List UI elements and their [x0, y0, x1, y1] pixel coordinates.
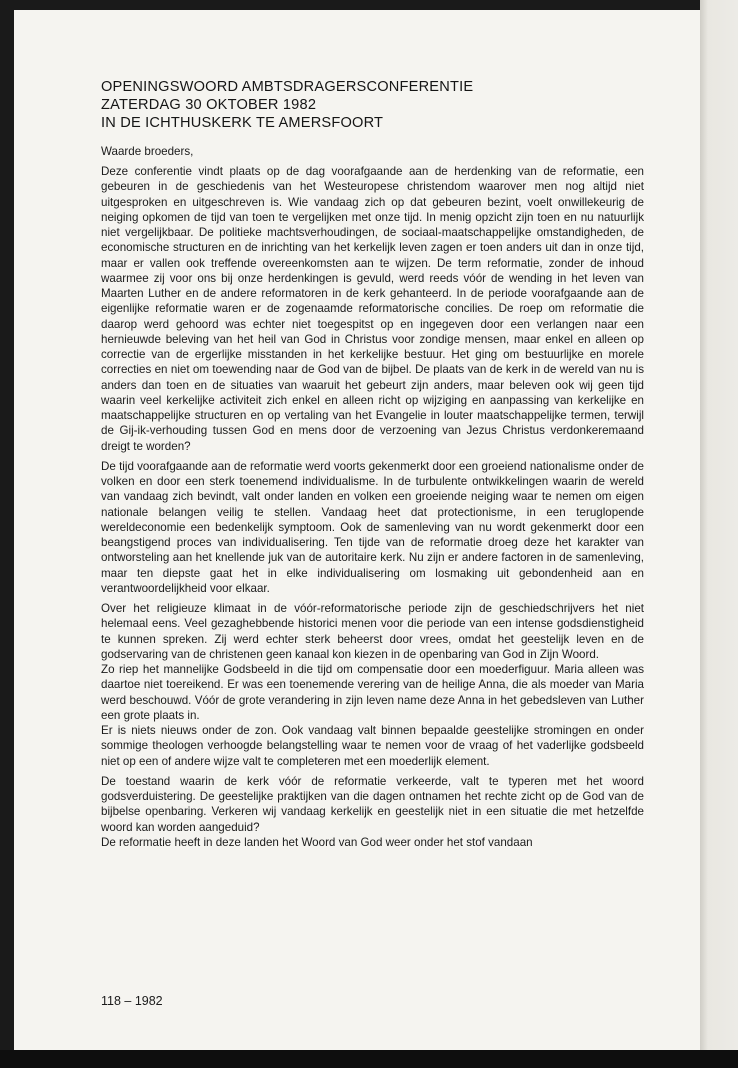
- page-number: 118 – 1982: [101, 994, 163, 1008]
- title-line: OPENINGSWOORD AMBTSDRAGERSCONFERENTIE: [101, 79, 474, 95]
- paragraph: Zo riep het mannelijke Godsbeeld in die tijd om compensatie door een moederfiguur. Maria alleen was daartoe niet toereikend. Er was een toenemende verering van de heilige Anna, die als moeder van Maria werd beschouwd. Vóór de grote verandering in zijn leven name deze Anna in het gebedsleven van Luther een grote plaats in.: [101, 663, 644, 722]
- title-line: ZATERDAG 30 OKTOBER 1982: [101, 97, 317, 113]
- title-line: IN DE ICHTHUSKERK TE AMERSFOORT: [101, 115, 384, 131]
- article-title: [101, 78, 644, 132]
- paragraph: Deze conferentie vindt plaats op de dag voorafgaande aan de herdenking van de reformatie, een gebeuren in de geschiedenis van het Westeuropese christendom waarover men nog altijd niet uitgesproken en uitgeschreven is. Wie vandaag zich op dat gebeuren bezint, voelt onwillekeurig de neiging opkomen de tijd van toen te vergelijken met onze tijd. In menig opzicht zijn toen en nu natuurlijk niet vergelijkbaar. De politieke machtsverhoudingen, de sociaal-maatschappelijke omstandigheden, de economische structuren en de inrichting van het kerkelijk leven zagen er toen anders uit dan in onze tijd, maar er vallen ook treffende overeenkomsten aan te wijzen. De term reformatie, zonder de inhoud waarmee zij voor ons bij onze herdenkingen is gevuld, werd reeds vóór de wending in het leven van Maarten Luther en de andere reformatoren in de kerk gehanteerd. In de periode voorafgaande aan de eigenlijke reformatie waren er de zogenaamde reformatorische concilies. De roep om reformatie die daarop werd gehoord was echter niet toegespitst op en ingegeven door een verlangen naar een hernieuwde beleving van het heil van God in Christus voor zondige mensen, maar enkel en alleen op correctie van de ergerlijke misstanden in het kerkelijke bestuur. Het ging om bestuurlijke en morele correcties en niet om toewending naar de God van de bijbel. De plaats van de kerk in de wereld van nu is anders dan toen en de situaties van waaruit het gebeurt zijn anders, maar beleven ook wij geen tijd waarin veel kerkelijke activiteit zich enkel en alleen richt op wijziging en aanpassing van kerkelijke en maatschappelijke structuren en op vertaling van het Evangelie in louter maatschappelijke termen, terwijl de Gij-ik-verhouding tussen God en mens door de verzoening van Jezus Christus verdonkeremaand dreigt te worden?: [101, 165, 644, 453]
- paragraph: Er is niets nieuws onder de zon. Ook vandaag valt binnen bepaalde geestelijke stromingen en onder sommige theologen verhoogde belangstelling waar te nemen voor de vraag of het vaderlijke godsbeeld niet op een of andere wijze valt te completeren met een moederlijk element.: [101, 724, 644, 768]
- paragraph: De tijd voorafgaande aan de reformatie werd voorts gekenmerkt door een groeiend nationalisme onder de volken en door een sterk toenemend individualisme. In de turbulente ontwikkelingen waarin de wereld van vandaag zich bevindt, valt onder landen en volken een groeiende neiging waar te nemen om eigen nationale belangen veilig te stellen. Vandaag heet dat protectionisme, in een teruglopende wereldeconomie een bedenkelijk symptoom. Ook de samenleving van nu wordt gekenmerkt door een beangstigend proces van individualisering. Ten tijde van de reformatie droeg deze het karakter van ontworsteling aan het knellende juk van de autoritaire kerk. Nu zijn er andere factoren in de samenleving, maar ten diepste gaat het in elke individualisering om losmaking uit gebondenheid aan en verantwoordelijkheid voor elkaar.: [101, 459, 644, 595]
- article: [101, 78, 644, 850]
- paragraph: De toestand waarin de kerk vóór de reformatie verkeerde, valt te typeren met het woord godsverduistering. De geestelijke praktijken van die dagen ontnamen het rechte zicht op de God van de bijbelse openbaring. Verkeren wij vandaag kerkelijk en geestelijk niet in een situatie die met hetzelfde woord kan worden aangeduid?: [101, 774, 644, 834]
- paragraph: Over het religieuze klimaat in de vóór-reformatorische periode zijn de geschiedschrijvers het niet helemaal eens. Veel gezaghebbende historici menen voor die periode van een intense godsdienstigheid te kunnen spreken. Zij werd echter sterk beheerst door vrees, omdat het geestelijk leven en de godservaring van de christenen geen kanaal kon kiezen in de openbaring van God in Zijn Woord.: [101, 602, 644, 661]
- page-edge: [700, 0, 738, 1068]
- scan-bottom-edge: [0, 1050, 738, 1068]
- paragraph: De reformatie heeft in deze landen het Woord van God weer onder het stof vandaan: [101, 835, 533, 849]
- salutation: Waarde broeders,: [101, 145, 194, 158]
- article-body: [101, 164, 644, 850]
